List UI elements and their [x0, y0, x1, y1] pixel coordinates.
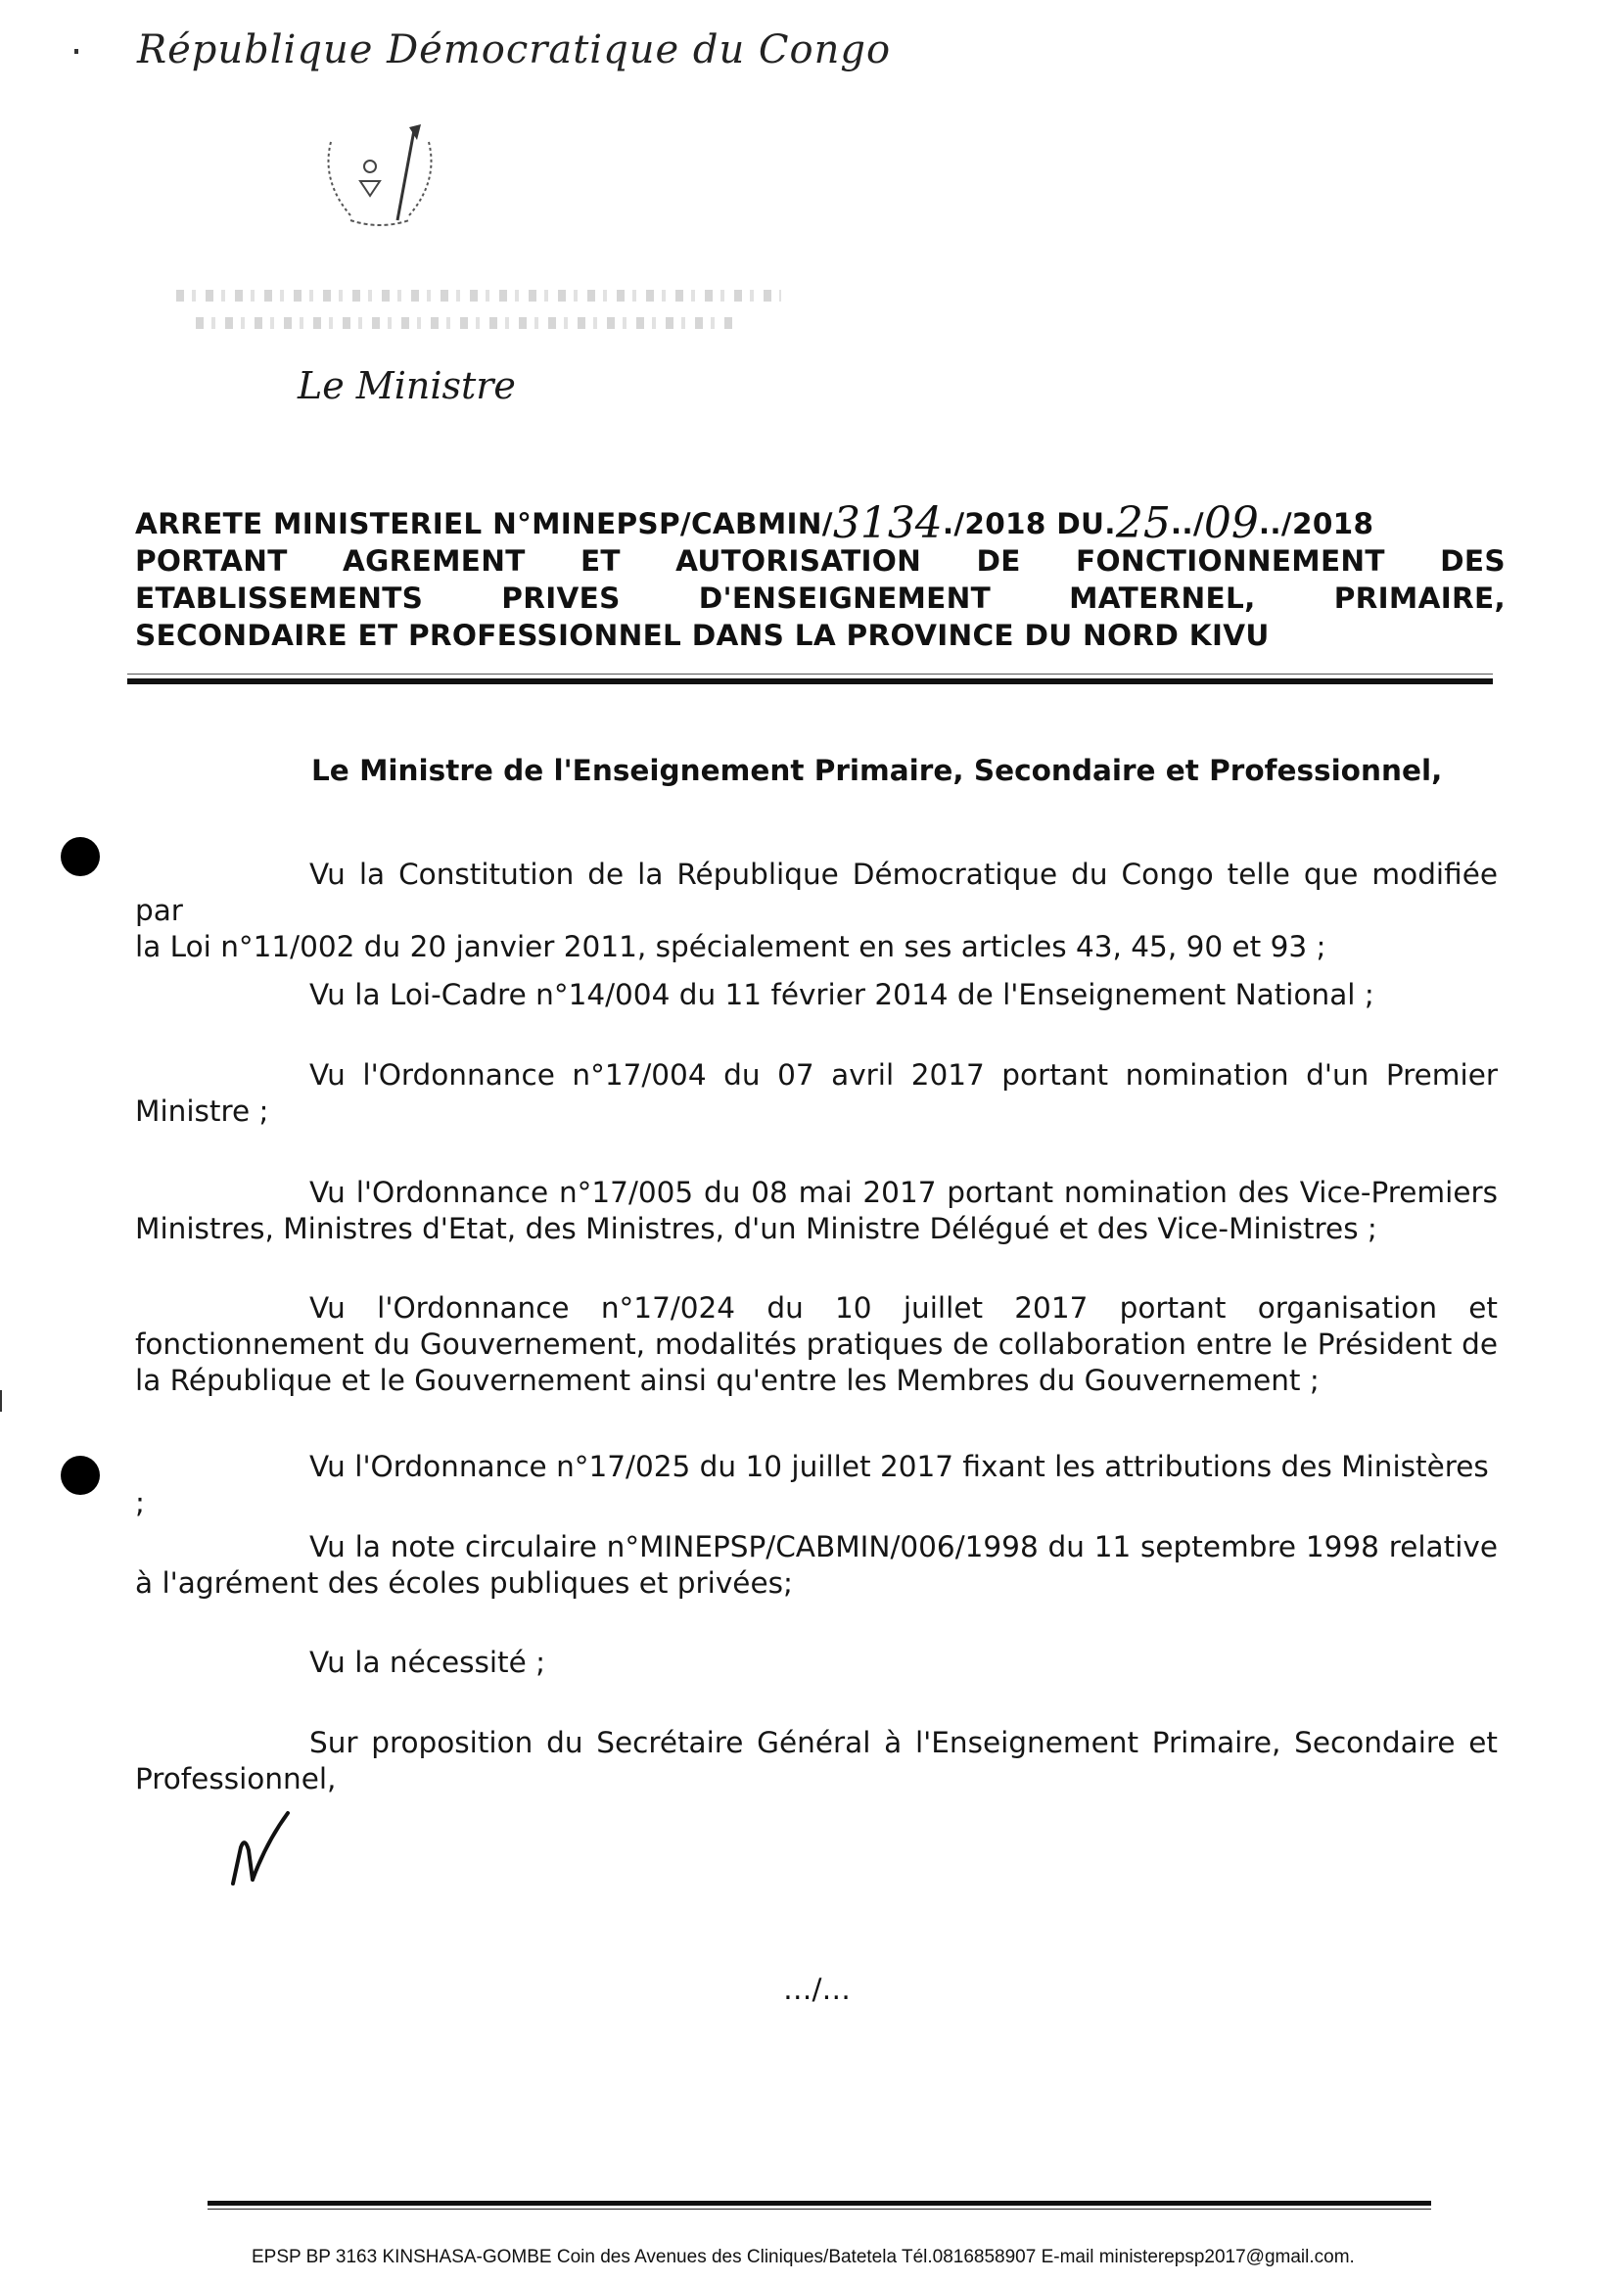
handwritten-month: 09: [1203, 498, 1259, 548]
title-line-4: SECONDAIRE ET PROFESSIONNEL DANS LA PROVINCE DU NORD KIVU: [135, 619, 1270, 652]
coat-of-arms-emblem: [311, 122, 448, 240]
recital-necessite: Vu la nécessité ;: [309, 1646, 546, 1679]
recital-ordonnance-17-005: Vu l'Ordonnance n°17/005 du 08 mai 2017 portant nomination des Vice-Premiers Ministres, Ministres d'Etat, des Ministres, d'un Ministre Délégué et des Vice-Ministres ;: [135, 1176, 1498, 1245]
faded-ministry-stamp: [176, 290, 812, 345]
handwritten-number: 3134: [832, 498, 943, 548]
handwritten-initial: [227, 1803, 296, 1891]
minister-title: Le Ministre: [298, 364, 516, 407]
footer-divider-thin: [208, 2209, 1431, 2210]
title-line-3: ETABLISSEMENTS PRIVES D'ENSEIGNEMENT MATERNEL, PRIMAIRE,: [135, 582, 1506, 615]
title-line-1: ARRETE MINISTERIEL N°MINEPSP/CABMIN/ 3134 ./2018 DU. 25 ../ 09 ../2018: [135, 498, 1374, 548]
title-divider: [127, 678, 1493, 684]
decree-title: [135, 498, 1506, 654]
recital-loi-cadre: Vu la Loi-Cadre n°14/004 du 11 février 2014 de l'Enseignement National ;: [309, 978, 1374, 1011]
recital-ordonnance-17-024: Vu l'Ordonnance n°17/024 du 10 juillet 2017 portant organisation et fonctionnement du Gouvernement, modalités pratiques de collaboration entre le Président de la République et le Gouvernement ainsi qu'entre les Membres du Gouvernement ;: [135, 1291, 1498, 1397]
recital-proposition: Sur proposition du Secrétaire Général à l'Enseignement Primaire, Secondaire et Professionnel,: [135, 1726, 1498, 1795]
recital-note-circulaire: Vu la note circulaire n°MINEPSP/CABMIN/006/1998 du 11 septembre 1998 relative à l'agrément des écoles publiques et privées;: [135, 1530, 1498, 1600]
page-continuation: …/…: [783, 1973, 851, 2006]
footer-address: EPSP BP 3163 KINSHASA-GOMBE Coin des Avenues des Cliniques/Batetela Tél.0816858907 E-mail ministerepsp2017@gmail.com.: [252, 2247, 1355, 2267]
title-line-2: PORTANT AGREMENT ET AUTORISATION DE FONCTIONNEMENT DES: [135, 544, 1506, 578]
recital-ordonnance-17-025: Vu l'Ordonnance n°17/025 du 10 juillet 2017 fixant les attributions des Ministères ;: [135, 1450, 1489, 1519]
republic-header: République Démocratique du Congo: [137, 27, 892, 72]
recital-constitution: Vu la Constitution de la République Démocratique du Congo telle que modifiée par la Loi n°11/002 du 20 janvier 2011, spécialement en ses articles 43, 45, 90 et 93 ;: [135, 858, 1498, 963]
minister-heading: Le Ministre de l'Enseignement Primaire, Secondaire et Professionnel,: [311, 754, 1443, 787]
scan-mark: [0, 1390, 2, 1412]
recital-ordonnance-17-004: Vu l'Ordonnance n°17/004 du 07 avril 2017 portant nomination d'un Premier Ministre ;: [135, 1058, 1498, 1128]
handwritten-day: 25: [1115, 498, 1171, 548]
scan-mark: [74, 49, 78, 54]
title-divider-thin: [127, 674, 1493, 675]
punch-hole: [61, 1456, 100, 1495]
punch-hole: [61, 837, 100, 876]
footer-divider: [208, 2201, 1431, 2206]
